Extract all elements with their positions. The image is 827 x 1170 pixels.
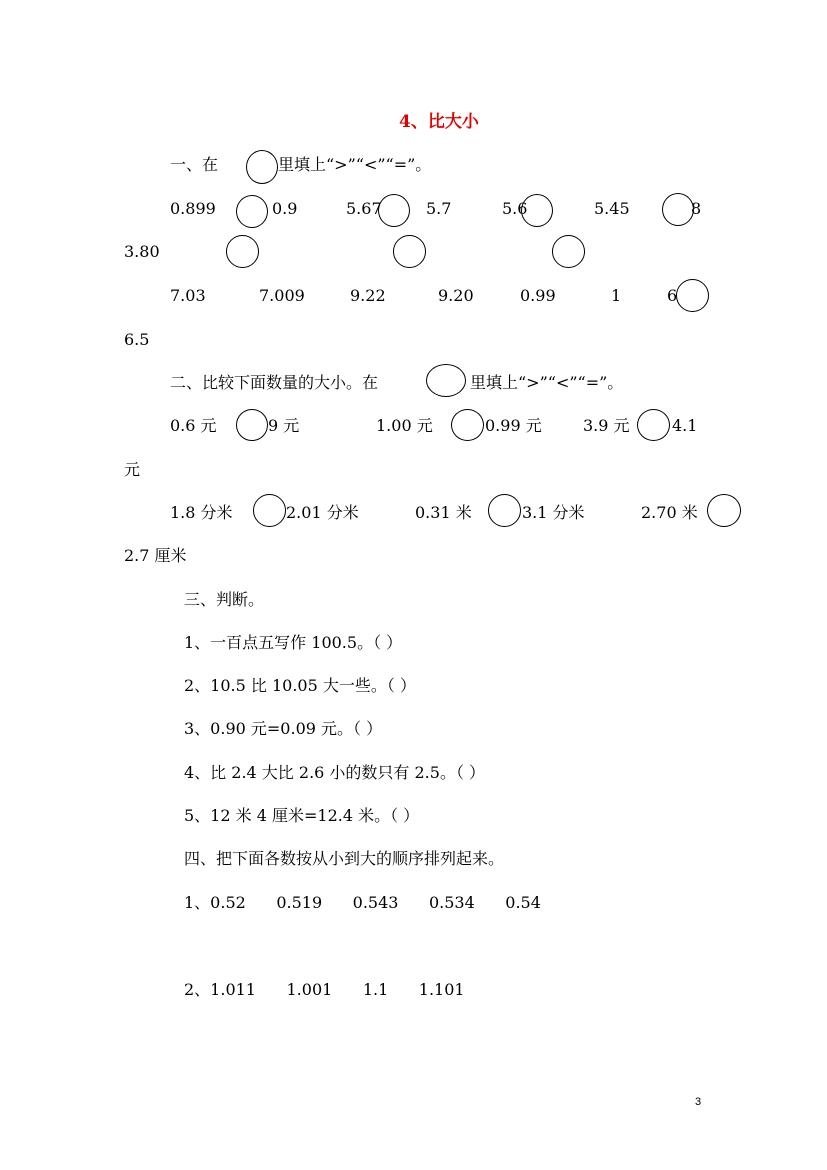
section-1-instruction-start: 一、在 xyxy=(170,155,219,174)
answer-circle[interactable] xyxy=(246,150,278,184)
number-item: 5.7 xyxy=(426,199,452,218)
number-item: 3.80 xyxy=(124,242,160,261)
quantity-item: 1.8 分米 xyxy=(170,503,233,522)
answer-circle[interactable] xyxy=(253,494,286,527)
section-4-heading: 四、把下面各数按从小到大的顺序排列起来。 xyxy=(184,849,505,868)
quantity-item: 9 元 xyxy=(268,416,300,435)
number-item: 5.45 xyxy=(594,199,630,218)
quantity-item: 2.70 米 xyxy=(641,503,698,522)
answer-circle[interactable] xyxy=(521,194,553,227)
answer-circle[interactable] xyxy=(488,494,521,527)
answer-circle[interactable] xyxy=(393,235,426,268)
quantity-item: 0.6 元 xyxy=(170,416,217,435)
number-item: 1 xyxy=(611,286,622,305)
judgement-item: 1、一百点五写作 100.5。（ ） xyxy=(184,633,403,652)
answer-circle[interactable] xyxy=(676,279,709,312)
answer-circle[interactable] xyxy=(426,364,466,397)
answer-circle[interactable] xyxy=(226,235,259,268)
answer-circle[interactable] xyxy=(451,409,484,441)
ordering-item: 1、0.52 0.519 0.543 0.534 0.54 xyxy=(184,893,541,912)
quantity-item: 1.00 元 xyxy=(376,416,433,435)
section-1-instruction-end: 里填上“>”“<”“=”。 xyxy=(278,155,432,174)
answer-circle[interactable] xyxy=(552,235,585,268)
quantity-item: 2.01 分米 xyxy=(286,503,359,522)
section-2-instruction-end: 里填上“>”“<”“=”。 xyxy=(470,373,624,392)
quantity-item: 0.31 米 xyxy=(415,503,472,522)
number-item: 5.67 xyxy=(346,199,382,218)
page-title: 4、比大小 xyxy=(399,112,479,132)
answer-circle[interactable] xyxy=(637,409,670,441)
section-3-heading: 三、判断。 xyxy=(184,590,265,609)
number-item: 9.22 xyxy=(350,286,386,305)
quantity-item: 2.7 厘米 xyxy=(124,546,187,565)
answer-circle[interactable] xyxy=(236,409,268,441)
quantity-item: 元 xyxy=(124,460,141,479)
page-number: 3 xyxy=(695,1096,702,1108)
ordering-item: 2、1.011 1.001 1.1 1.101 xyxy=(184,980,465,999)
answer-circle[interactable] xyxy=(707,494,741,527)
answer-circle[interactable] xyxy=(662,193,694,226)
quantity-item: 3.1 分米 xyxy=(522,503,585,522)
number-item: 6 xyxy=(667,286,678,305)
number-item: 0.899 xyxy=(170,199,216,218)
answer-circle[interactable] xyxy=(236,195,268,228)
judgement-item: 5、12 米 4 厘米=12.4 米。（ ） xyxy=(184,806,420,825)
judgement-item: 2、10.5 比 10.05 大一些。（ ） xyxy=(184,676,416,695)
number-item: 9.20 xyxy=(438,286,474,305)
judgement-item: 4、比 2.4 大比 2.6 小的数只有 2.5。（ ） xyxy=(184,763,486,782)
number-item: 7.03 xyxy=(170,286,206,305)
quantity-item: 4.1 xyxy=(672,416,698,435)
section-2-instruction-start: 二、比较下面数量的大小。在 xyxy=(170,373,379,392)
quantity-item: 3.9 元 xyxy=(583,416,630,435)
answer-circle[interactable] xyxy=(378,194,410,227)
number-item: 0.99 xyxy=(520,286,556,305)
number-item: 6.5 xyxy=(124,330,150,349)
number-item: 8 xyxy=(691,199,702,218)
quantity-item: 0.99 元 xyxy=(485,416,542,435)
judgement-item: 3、0.90 元=0.09 元。（ ） xyxy=(184,719,383,738)
number-item: 7.009 xyxy=(259,286,305,305)
number-item: 0.9 xyxy=(272,199,298,218)
number-item: 5.6 xyxy=(502,199,528,218)
